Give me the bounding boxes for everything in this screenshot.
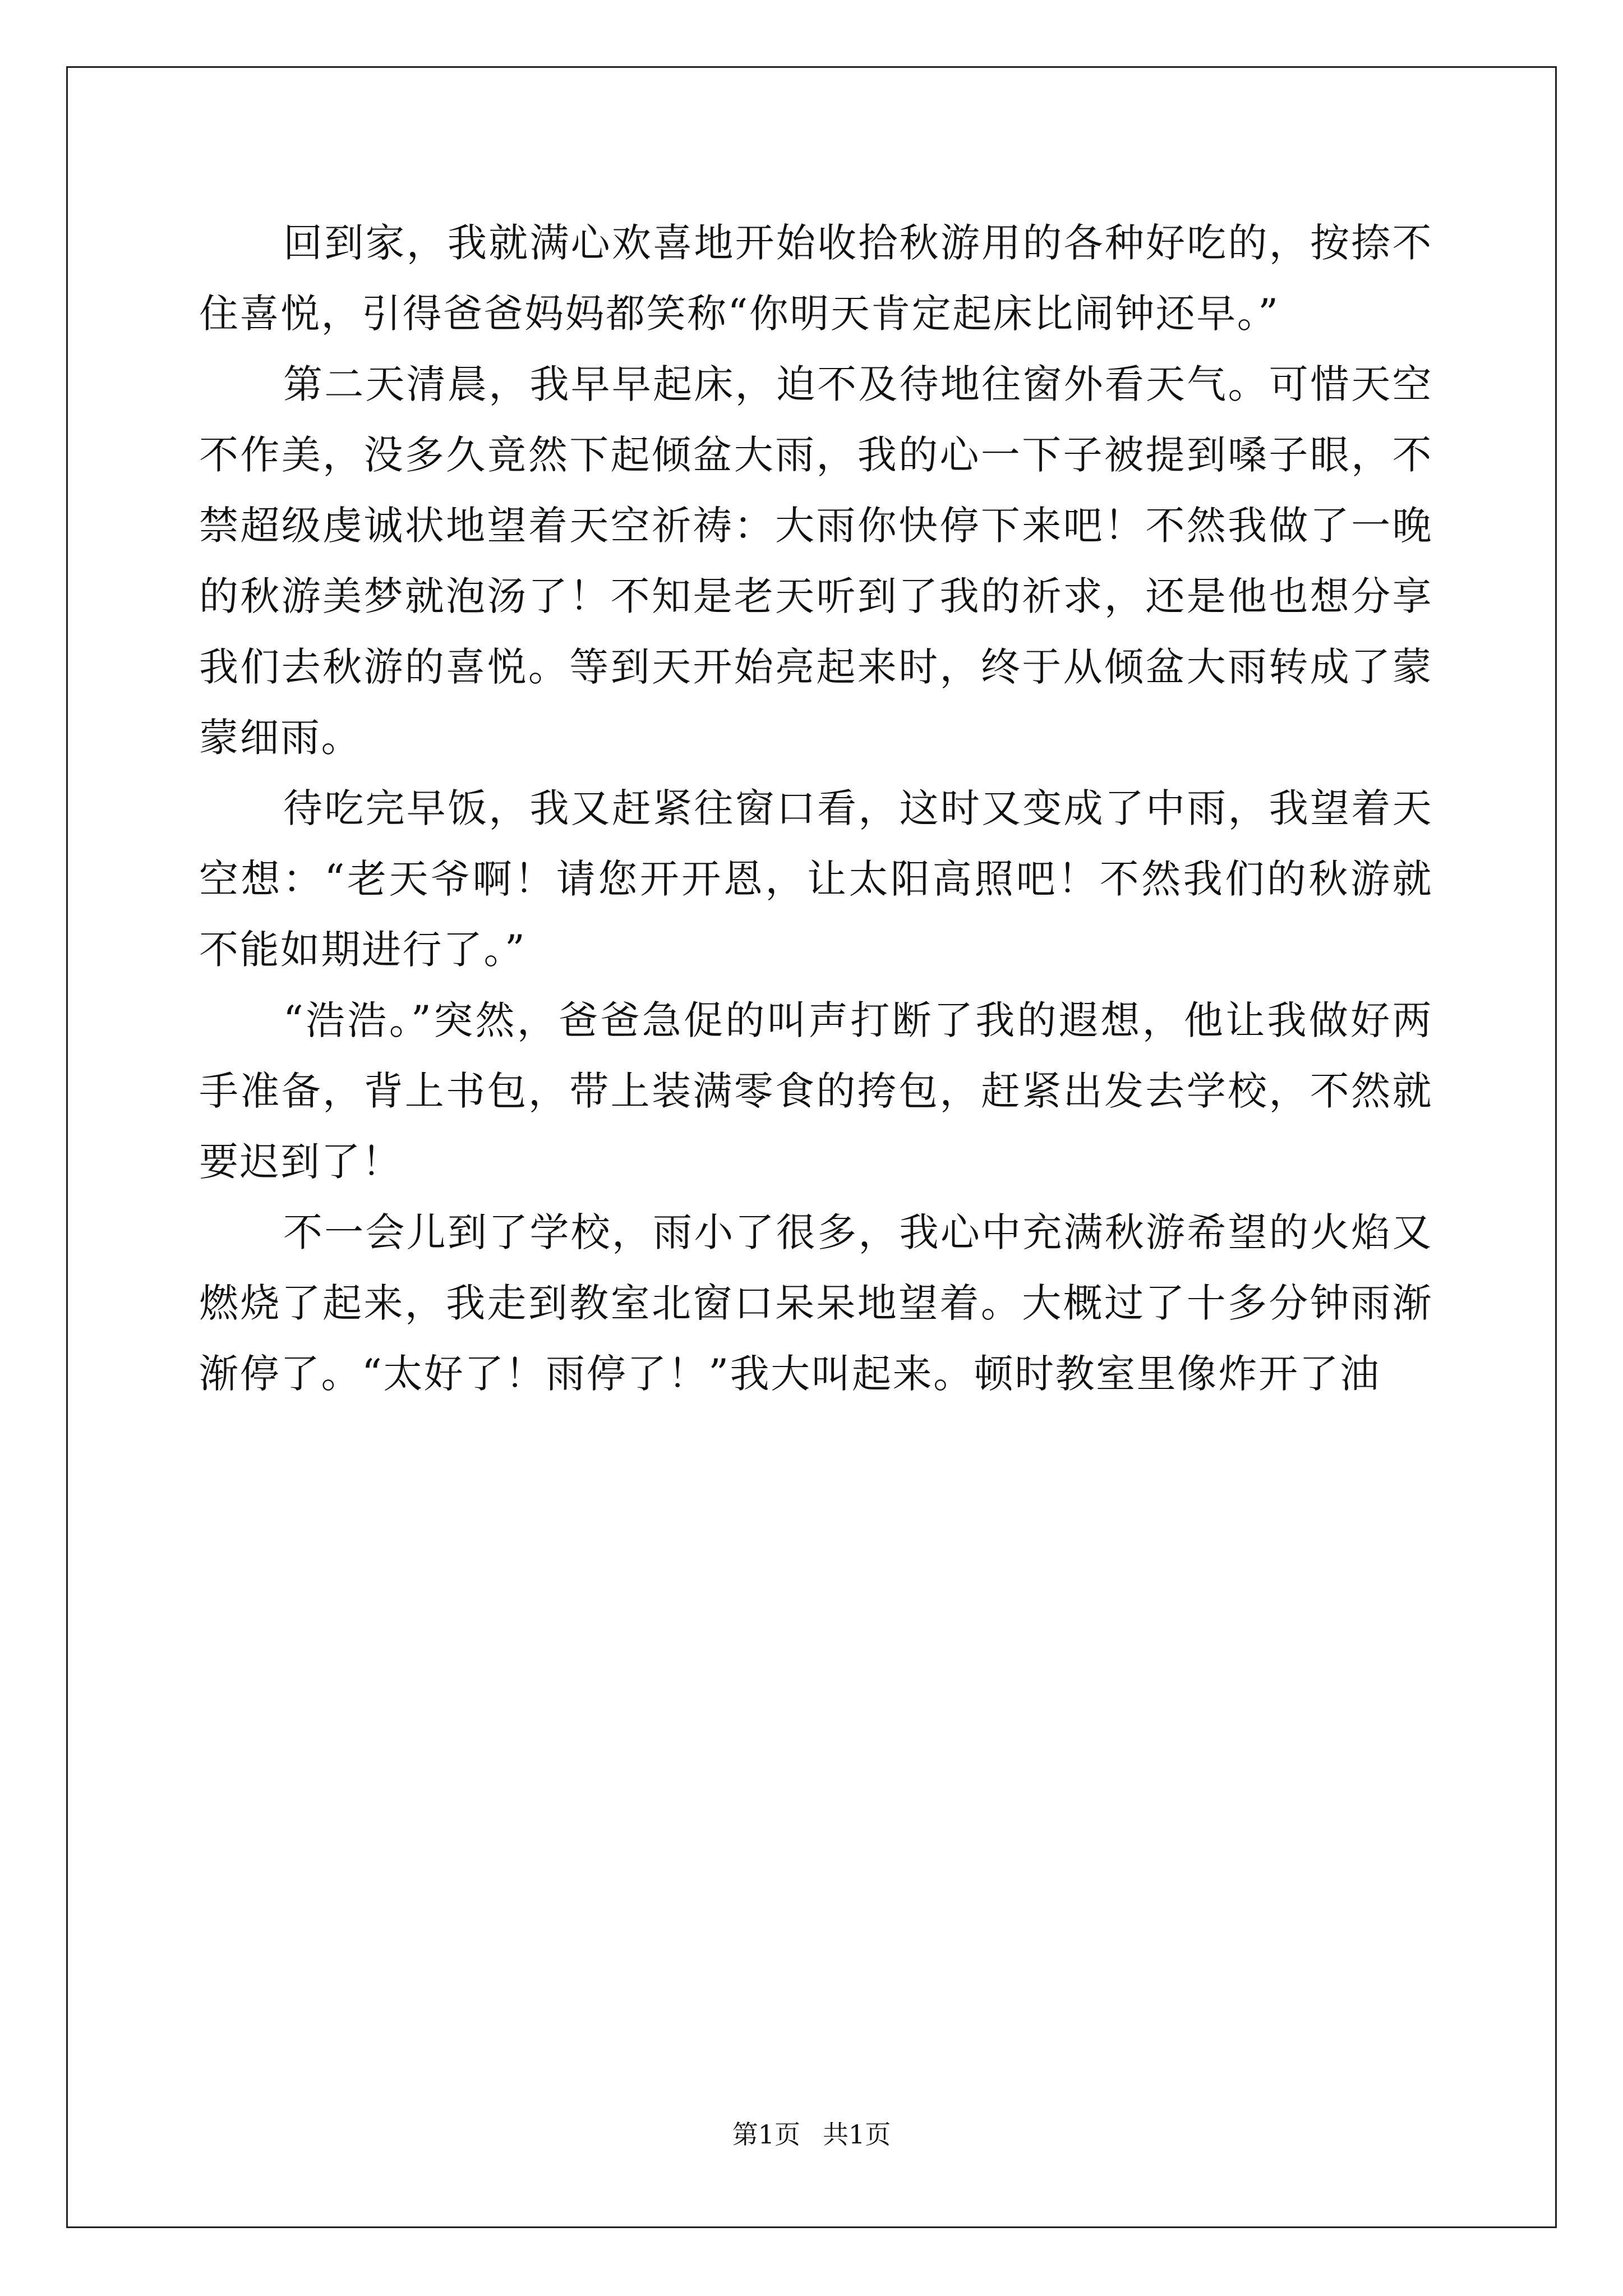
page-footer	[0, 2118, 1623, 2151]
paragraph-5: 不一会儿到了学校，雨小了很多，我心中充满秋游希望的火焰又燃烧了起来，我走到教室北窗口呆呆地望着。大概过了十多分钟雨渐渐停了。“太好了！雨停了！”我大叫起来。顿时教室里像炸开了油	[199, 1209, 1433, 1397]
paragraph-3: 待吃完早饭，我又赶紧往窗口看，这时又变成了中雨，我望着天空想：“老天爷啊！请您开开恩，让太阳高照吧！不然我们的秋游就不能如期进行了。”	[199, 785, 1433, 973]
paragraph-2: 第二天清晨，我早早起床，迫不及待地往窗外看天气。可惜天空不作美，没多久竟然下起倾盆大雨，我的心一下子被提到嗓子眼，不禁超级虔诚状地望着天空祈祷：大雨你快停下来吧！不然我做了一晚的秋游美梦就泡汤了！不知是老天听到了我的祈求，还是他也想分享我们去秋游的喜悦。等到天开始亮起来时，终于从倾盆大雨转成了蒙蒙细雨。	[199, 361, 1433, 761]
paragraph-4: “浩浩。”突然，爸爸急促的叫声打断了我的遐想，他让我做好两手准备，背上书包，带上装满零食的挎包，赶紧出发去学校，不然就要迟到了！	[199, 997, 1433, 1185]
document-body	[199, 208, 1433, 1409]
page-total: 共1页	[823, 2119, 891, 2150]
page-number: 第1页	[732, 2119, 800, 2150]
paragraph-1: 回到家，我就满心欢喜地开始收拾秋游用的各种好吃的，按捺不住喜悦，引得爸爸妈妈都笑称“你明天肯定起床比闹钟还早。”	[199, 220, 1433, 337]
